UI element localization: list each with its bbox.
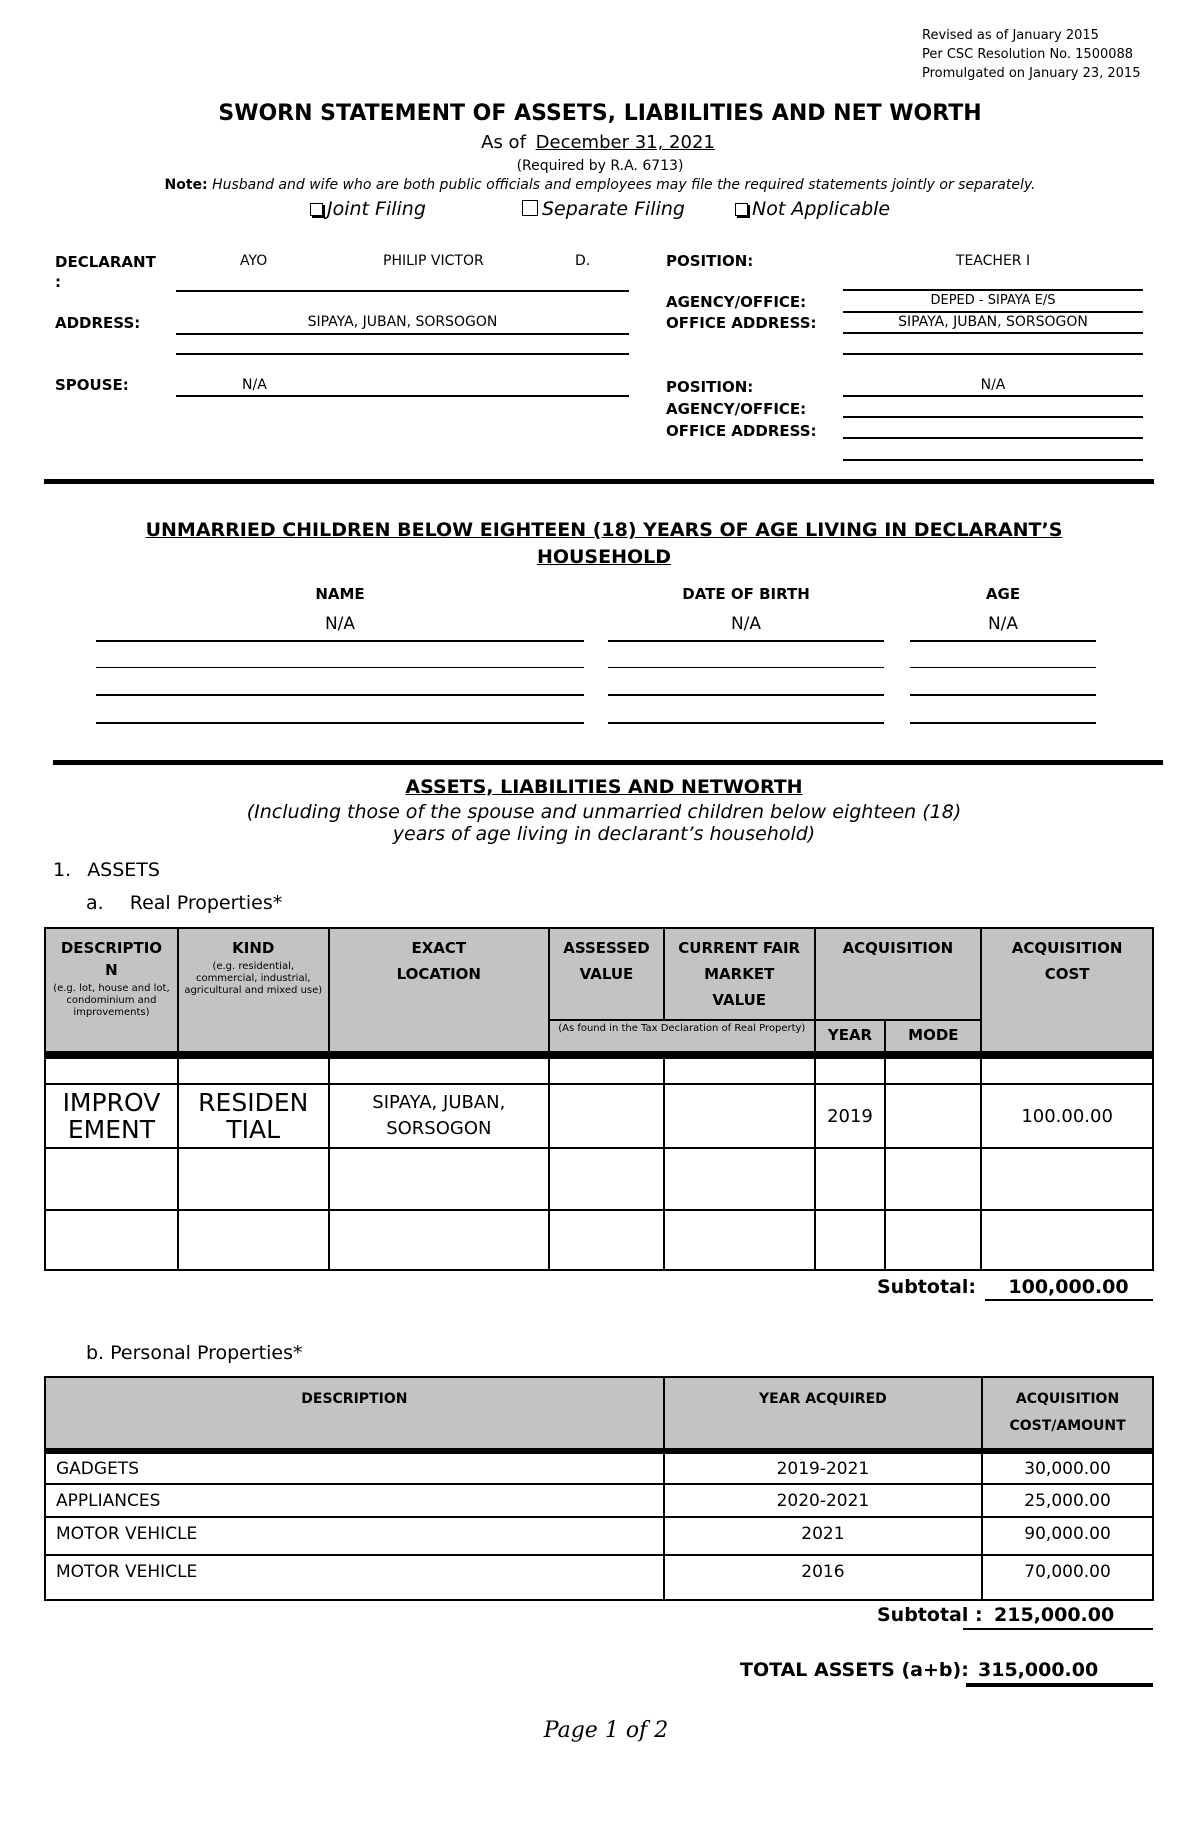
personal-properties-heading: b. Personal Properties* (86, 1342, 303, 1364)
header-description: DESCRIPTIO N (e.g. lot, house and lot, condominium and improvements) (45, 928, 178, 1052)
col-dob-header: DATE OF BIRTH (682, 585, 810, 603)
address-label: ADDRESS: (55, 314, 141, 332)
total-line (966, 1683, 1153, 1687)
position-line (843, 289, 1143, 291)
declarant-label: DECLARANT : (55, 253, 156, 291)
pp-cost: 90,000.00 (982, 1517, 1153, 1555)
real-properties-table (44, 927, 1154, 1271)
rp-location: SIPAYA, JUBAN, SORSOGON (329, 1084, 549, 1148)
pp-description: APPLIANCES (45, 1484, 664, 1517)
child-line (910, 722, 1096, 724)
office-address-label: OFFICE ADDRESS: (666, 314, 817, 332)
header-fair-value: CURRENT FAIR MARKET VALUE (664, 928, 815, 1020)
as-of-date: December 31, 2021 (535, 132, 715, 153)
header-kind: KIND (e.g. residential, commercial, industrial, agricultural and mixed use) (178, 928, 329, 1052)
section-divider (53, 760, 1163, 765)
declarant-address: SIPAYA, JUBAN, SORSOGON (307, 314, 498, 330)
child-line (96, 640, 584, 642)
rp-description: IMPROV EMENT (45, 1084, 178, 1148)
table-row (45, 1517, 1153, 1555)
child-line (910, 694, 1096, 696)
checkbox-icon[interactable] (522, 200, 538, 216)
table-row (45, 1084, 1153, 1148)
header-acquisition: ACQUISITION (815, 928, 982, 1020)
required-by: (Required by R.A. 6713) (516, 158, 684, 174)
table-row (45, 1555, 1153, 1600)
spouse-name: N/A (242, 377, 267, 393)
child-line (910, 640, 1096, 642)
table-row (45, 1484, 1153, 1517)
address-line (176, 333, 629, 335)
filing-option-na[interactable] (735, 198, 890, 220)
total-assets-value: 315,000.00 (978, 1659, 1099, 1681)
child-line (608, 722, 884, 724)
checkbox-icon[interactable] (735, 203, 748, 216)
declarant-position: TEACHER I (955, 253, 1031, 269)
spouse-position-label: POSITION: (666, 378, 754, 396)
revision-line: Promulgated on January 23, 2015 (922, 66, 1141, 81)
note-text: Husband and wife who are both public officials and employees may file the required statements jointly or separately. (212, 177, 1036, 193)
pp-year: 2019-2021 (664, 1453, 982, 1484)
child-line (608, 694, 884, 696)
child-line (96, 694, 584, 696)
col-age-header: AGE (985, 585, 1021, 603)
assets-heading: 1. ASSETS (53, 859, 160, 881)
children-title: UNMARRIED CHILDREN BELOW EIGHTEEN (18) YEARS OF AGE LIVING IN DECLARANT’S HOUSEHOLD (145, 519, 1063, 568)
table-row (45, 1453, 1153, 1484)
pp-year: 2016 (664, 1555, 982, 1600)
spouse-office-line (843, 437, 1143, 439)
revision-line: Per CSC Resolution No. 1500088 (922, 47, 1134, 62)
header-acquisition-cost: ACQUISITION COST (981, 928, 1153, 1052)
real-properties-heading: a. Real Properties* (86, 892, 283, 914)
name-line (176, 290, 629, 292)
declarant-office-address: SIPAYA, JUBAN, SORSOGON (898, 314, 1088, 330)
pp-description: MOTOR VEHICLE (45, 1555, 664, 1600)
as-of-line (0, 132, 1200, 153)
subtotal-line (963, 1628, 1153, 1630)
child-dob: N/A (730, 614, 762, 634)
child-line (96, 667, 584, 668)
as-of-label: As of (481, 132, 526, 153)
child-line (608, 640, 884, 642)
spouse-position-line (843, 395, 1143, 397)
spouse-agency-label: AGENCY/OFFICE: (666, 400, 807, 418)
rp-subtotal: 100,000.00 (1008, 1276, 1129, 1298)
declarant-middle-initial: D. (575, 253, 591, 269)
header-pp-cost: ACQUISITION COST/AMOUNT (982, 1377, 1153, 1449)
agency-label: AGENCY/OFFICE: (666, 293, 807, 311)
rp-fair-value (664, 1084, 815, 1148)
header-tax-note: (As found in the Tax Declaration of Real Property) (549, 1020, 815, 1052)
pp-cost: 25,000.00 (982, 1484, 1153, 1517)
total-assets-label: TOTAL ASSETS (a+b): (740, 1659, 969, 1681)
col-name-header: NAME (315, 585, 365, 603)
spouse-agency-line (843, 416, 1143, 418)
spouse-position: N/A (980, 377, 1006, 393)
filing-option-separate[interactable] (522, 198, 685, 220)
office-address-line (843, 332, 1143, 334)
rp-assessed-value (549, 1084, 664, 1148)
declarant-first-name: PHILIP VICTOR (383, 253, 484, 269)
filing-option-label: Joint Filing (327, 198, 426, 220)
child-line (608, 667, 884, 668)
spouse-line (176, 395, 629, 397)
rp-kind: RESIDEN TIAL (178, 1084, 329, 1148)
rp-mode (885, 1084, 981, 1148)
filing-option-label: Separate Filing (542, 198, 685, 220)
pp-subtotal-label: Subtotal : (877, 1604, 983, 1626)
header-assessed-value: ASSESSED VALUE (549, 928, 664, 1020)
rp-subtotal-label: Subtotal: (877, 1276, 976, 1298)
spouse-office-address-label: OFFICE ADDRESS: (666, 422, 817, 440)
address-line (176, 353, 629, 355)
filing-option-joint[interactable] (310, 198, 426, 220)
spouse-office-line (843, 459, 1143, 461)
revision-line: Revised as of January 2015 (922, 28, 1099, 43)
pp-description: GADGETS (45, 1453, 664, 1484)
note-label: Note: (164, 177, 208, 193)
assets-subtitle: (Including those of the spouse and unmarried children below eighteen (18) years of age living in declarant’s household) (246, 801, 962, 845)
header-pp-description: DESCRIPTION (45, 1377, 664, 1449)
declarant-surname: AYO (240, 253, 268, 269)
spouse-label: SPOUSE: (55, 376, 129, 394)
revision-notice (922, 26, 1140, 83)
section-divider (44, 479, 1154, 484)
subtotal-line (985, 1299, 1153, 1301)
header-exact-location: EXACT LOCATION (329, 928, 549, 1052)
rp-year: 2019 (815, 1084, 886, 1148)
pp-cost: 30,000.00 (982, 1453, 1153, 1484)
pp-cost: 70,000.00 (982, 1555, 1153, 1600)
office-address-line (843, 353, 1143, 355)
rp-cost: 100.00.00 (981, 1084, 1153, 1148)
child-line (910, 667, 1096, 668)
checkbox-icon[interactable] (310, 203, 323, 216)
page-title: SWORN STATEMENT OF ASSETS, LIABILITIES AND NET WORTH (218, 101, 982, 126)
pp-year: 2021 (664, 1517, 982, 1555)
pp-year: 2020-2021 (664, 1484, 982, 1517)
header-pp-year: YEAR ACQUIRED (664, 1377, 982, 1449)
child-age: N/A (987, 614, 1019, 634)
pp-description: MOTOR VEHICLE (45, 1517, 664, 1555)
position-label: POSITION: (666, 252, 754, 270)
page-number: Page 1 of 2 (543, 1718, 669, 1743)
spouse-labels (666, 376, 817, 442)
agency-line (843, 311, 1143, 313)
assets-title: ASSETS, LIABILITIES AND NETWORTH (405, 776, 803, 798)
child-name: N/A (324, 614, 356, 634)
header-year: YEAR (815, 1020, 886, 1052)
note (0, 177, 1200, 193)
header-mode: MODE (885, 1020, 981, 1052)
filing-option-label: Not Applicable (752, 198, 891, 220)
child-line (96, 722, 584, 724)
pp-subtotal: 215,000.00 (994, 1604, 1115, 1626)
personal-properties-table (44, 1376, 1154, 1601)
declarant-agency: DEPED - SIPAYA E/S (930, 293, 1056, 308)
